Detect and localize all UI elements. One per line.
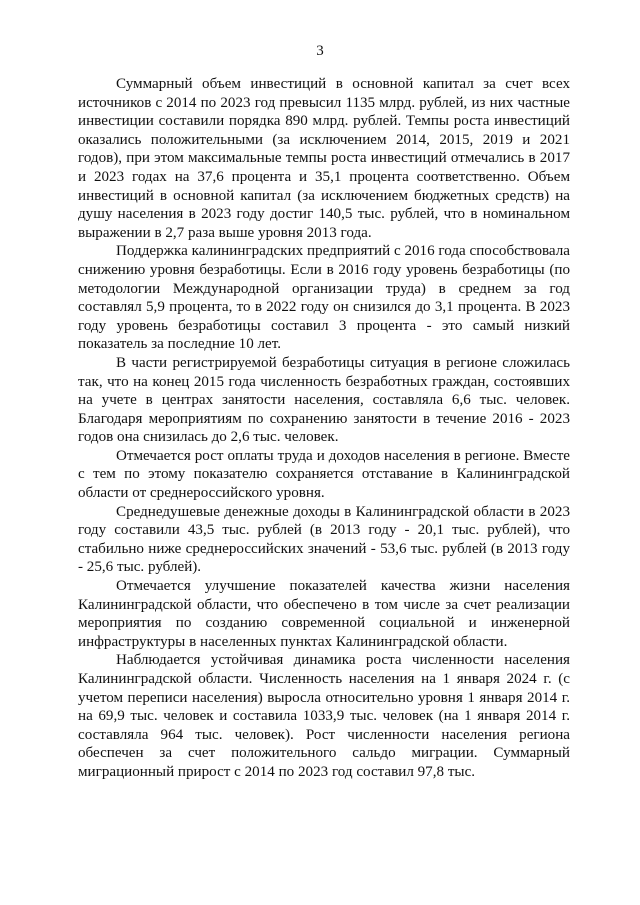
paragraph-registered-unemployment: В части регистрируемой безработицы ситуация в регионе сложилась так, что на конец 2015 года численность безработных граждан, состоявших на учете в центрах занятости населения, составляла 6,6 тыс. человек. Благодаря мероприятиям по сохранению занятости в течение 2016 - 2023 годов она снизилась до 2,6 тыс. человек. — [78, 354, 570, 446]
page-number: 3 — [316, 43, 324, 59]
paragraph-quality-of-life: Отмечается улучшение показателей качества жизни населения Калининградской области, что обеспечено в том числе за счет реализации мероприятия по созданию современной социальной и инженерной инфраструктуры в населенных пунктах Калининградской области. — [78, 578, 570, 650]
paragraph-per-capita-income: Среднедушевые денежные доходы в Калининградской области в 2023 году составили 43,5 тыс. рублей (в 2013 году - 20,1 тыс. рублей), что стабильно ниже среднероссийских значений - 53,6 тыс. рублей (в 2013 году - 25,6 тыс. рублей). — [78, 503, 570, 576]
paragraph-unemployment-ilo: Поддержка калининградских предприятий с 2016 года способствовала снижению уровня безработицы. Если в 2016 году уровень безработицы (по методологии Международной организации труда) в среднем за год составлял 5,9 процента, то в 2022 году он снизился до 3,1 процента. В 2023 году уровень безработицы составил 3 процента - это самый низкий показатель за последние 10 лет. — [78, 243, 570, 353]
paragraph-population-growth: Наблюдается устойчивая динамика роста численности населения Калининградской области. Численность населения на 1 января 2024 г. (с учетом переписи населения) выросла относительно уровня 1 января 2014 г. на 69,9 тыс. человек и составила 1033,9 тыс. человек (на 1 января 2014 г. составляла 964 тыс. человек). Рост численности населения региона обеспечен за счет положительного сальдо миграции. Суммарный миграционный прирост с 2014 по 2023 год составил 97,8 тыс. — [78, 652, 570, 780]
paragraph-investments: Суммарный объем инвестиций в основной капитал за счет всех источников с 2014 по 2023 год превысил 1135 млрд. рублей, из них частные инвестиции составили порядка 890 млрд. рублей. Темпы роста инвестиций оказались положительными (за исключением 2014, 2015, 2019 и 2021 годов), при этом максимальные темпы роста инвестиций отмечались в 2017 и 2023 годах на 37,6 процента и 35,1 процента соответственно. Объем инвестиций в основной капитал (за исключением бюджетных средств) на душу населения в 2023 году достиг 140,5 тыс. рублей, что в номинальном выражении в 2,7 раза выше уровня 2013 года. — [78, 76, 570, 241]
document-body — [78, 75, 570, 782]
paragraph-wages-growth: Отмечается рост оплаты труда и доходов населения в регионе. Вместе с тем по этому показателю сохраняется отставание в Калининградской области от среднероссийского уровня. — [78, 447, 570, 502]
